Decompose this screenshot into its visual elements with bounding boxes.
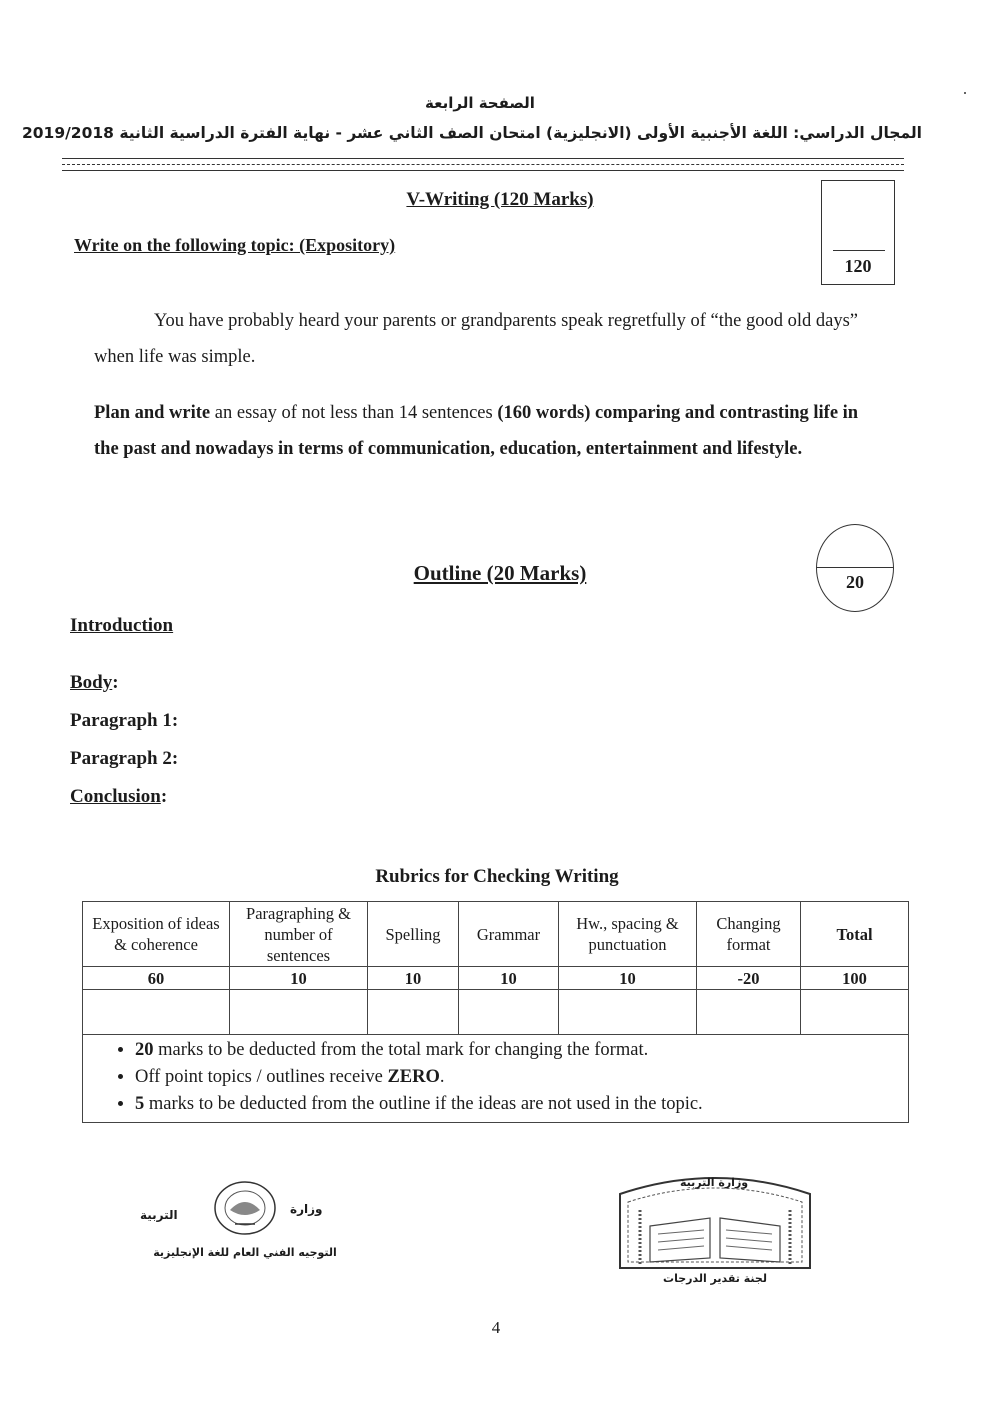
score-cell bbox=[83, 990, 230, 1035]
note-outline: • 5 marks to be deducted from the outline if the ideas are not used in the topic. bbox=[135, 1091, 908, 1118]
outline-introduction: Introduction bbox=[70, 615, 174, 636]
rubric-header-cell: Hw., spacing & punctuation bbox=[559, 902, 697, 967]
seal-top-text: وزارة التربية bbox=[680, 1176, 749, 1189]
outline-body-colon: : bbox=[112, 672, 119, 693]
outline-paragraph-2: Paragraph 2: bbox=[70, 748, 179, 769]
score-cell bbox=[230, 990, 368, 1035]
note-format: • 20 marks to be deducted from the total mark for changing the format. bbox=[135, 1037, 908, 1064]
ministry-word-2: التربية bbox=[140, 1208, 178, 1222]
rubric-values-row bbox=[83, 967, 909, 990]
section-title: V-Writing (120 Marks) bbox=[406, 189, 594, 210]
subject-header: المجال الدراسي: اللغة الأجنبية الأولى (الانجليزية) امتحان الصف الثاني عشر - نهاية الفترة الدراسية الثانية 2019/2018 bbox=[21, 124, 922, 142]
rubric-notes-row bbox=[83, 1035, 909, 1123]
task-middle: an essay of not less than 14 sentences bbox=[210, 403, 498, 423]
score-cell bbox=[368, 990, 459, 1035]
rubric-value-cell: 10 bbox=[559, 967, 697, 990]
ministry-line: التوجيه الفني العام للغة الإنجليزية bbox=[153, 1246, 337, 1259]
rubric-notes bbox=[83, 1035, 909, 1123]
speck-mark bbox=[964, 92, 966, 94]
rubric-header-cell: Exposition of ideas & coherence bbox=[83, 902, 230, 967]
task-lead: Plan and write bbox=[94, 403, 211, 423]
committee-seal bbox=[610, 1166, 820, 1291]
outline-score: 20 bbox=[846, 572, 864, 592]
outline-score-circle bbox=[816, 524, 894, 612]
outline-paragraph-1: Paragraph 1: bbox=[70, 710, 179, 731]
page-number: 4 bbox=[491, 1318, 501, 1337]
outline-conclusion-colon: : bbox=[160, 786, 168, 807]
rubric-title: Rubrics for Checking Writing bbox=[375, 866, 619, 887]
rubric-table bbox=[82, 901, 909, 1123]
rubric-header-total: Total bbox=[801, 902, 909, 967]
rubric-value-cell: -20 bbox=[697, 967, 801, 990]
rubric-score-row bbox=[83, 990, 909, 1035]
ministry-footer bbox=[130, 1180, 360, 1270]
score-cell bbox=[459, 990, 559, 1035]
score-cell bbox=[559, 990, 697, 1035]
score-total: 120 bbox=[844, 256, 872, 276]
outline-body-label: Body bbox=[70, 672, 113, 693]
header-rule-2 bbox=[62, 164, 904, 165]
rubric-value-cell: 60 bbox=[83, 967, 230, 990]
page-label: الصفحة الرابعة bbox=[425, 94, 535, 112]
outline-title: Outline (20 Marks) bbox=[413, 561, 587, 585]
header-rule-1 bbox=[62, 158, 904, 159]
rubric-value-cell: 100 bbox=[801, 967, 909, 990]
rubric-value-cell: 10 bbox=[368, 967, 459, 990]
rubric-header-cell: Paragraphing & number of sentences bbox=[230, 902, 368, 967]
rubric-value-cell: 10 bbox=[230, 967, 368, 990]
rubric-header-row bbox=[83, 902, 909, 967]
essay-task bbox=[94, 395, 884, 467]
score-cell bbox=[697, 990, 801, 1035]
topic-instruction: Write on the following topic: (Expository) bbox=[74, 235, 396, 255]
rubric-header-cell: Changing format bbox=[697, 902, 801, 967]
essay-prompt: You have probably heard your parents or grandparents speak regretfully of “the good old days” when life was simple. bbox=[94, 311, 858, 367]
header-rule-3 bbox=[62, 170, 904, 171]
rubric-value-cell: 10 bbox=[459, 967, 559, 990]
outline-conclusion-label: Conclusion bbox=[70, 786, 161, 807]
rubric-header-cell: Grammar bbox=[459, 902, 559, 967]
outline-conclusion bbox=[70, 786, 167, 808]
score-cell bbox=[801, 990, 909, 1035]
circle-divider bbox=[817, 567, 893, 568]
ministry-word-1: وزارة bbox=[290, 1202, 323, 1216]
seal-bottom-text: لجنة تقدير الدرجات bbox=[663, 1272, 767, 1285]
task-rest: (160 words) comparing and contrasting life in the past and nowadays in terms of communication, education, entertainment and lifestyle. bbox=[94, 403, 859, 459]
note-zero: • Off point topics / outlines receive ZERO. bbox=[135, 1064, 908, 1091]
rubric-header-cell: Spelling bbox=[368, 902, 459, 967]
outline-body bbox=[70, 672, 119, 694]
score-line bbox=[833, 250, 885, 251]
